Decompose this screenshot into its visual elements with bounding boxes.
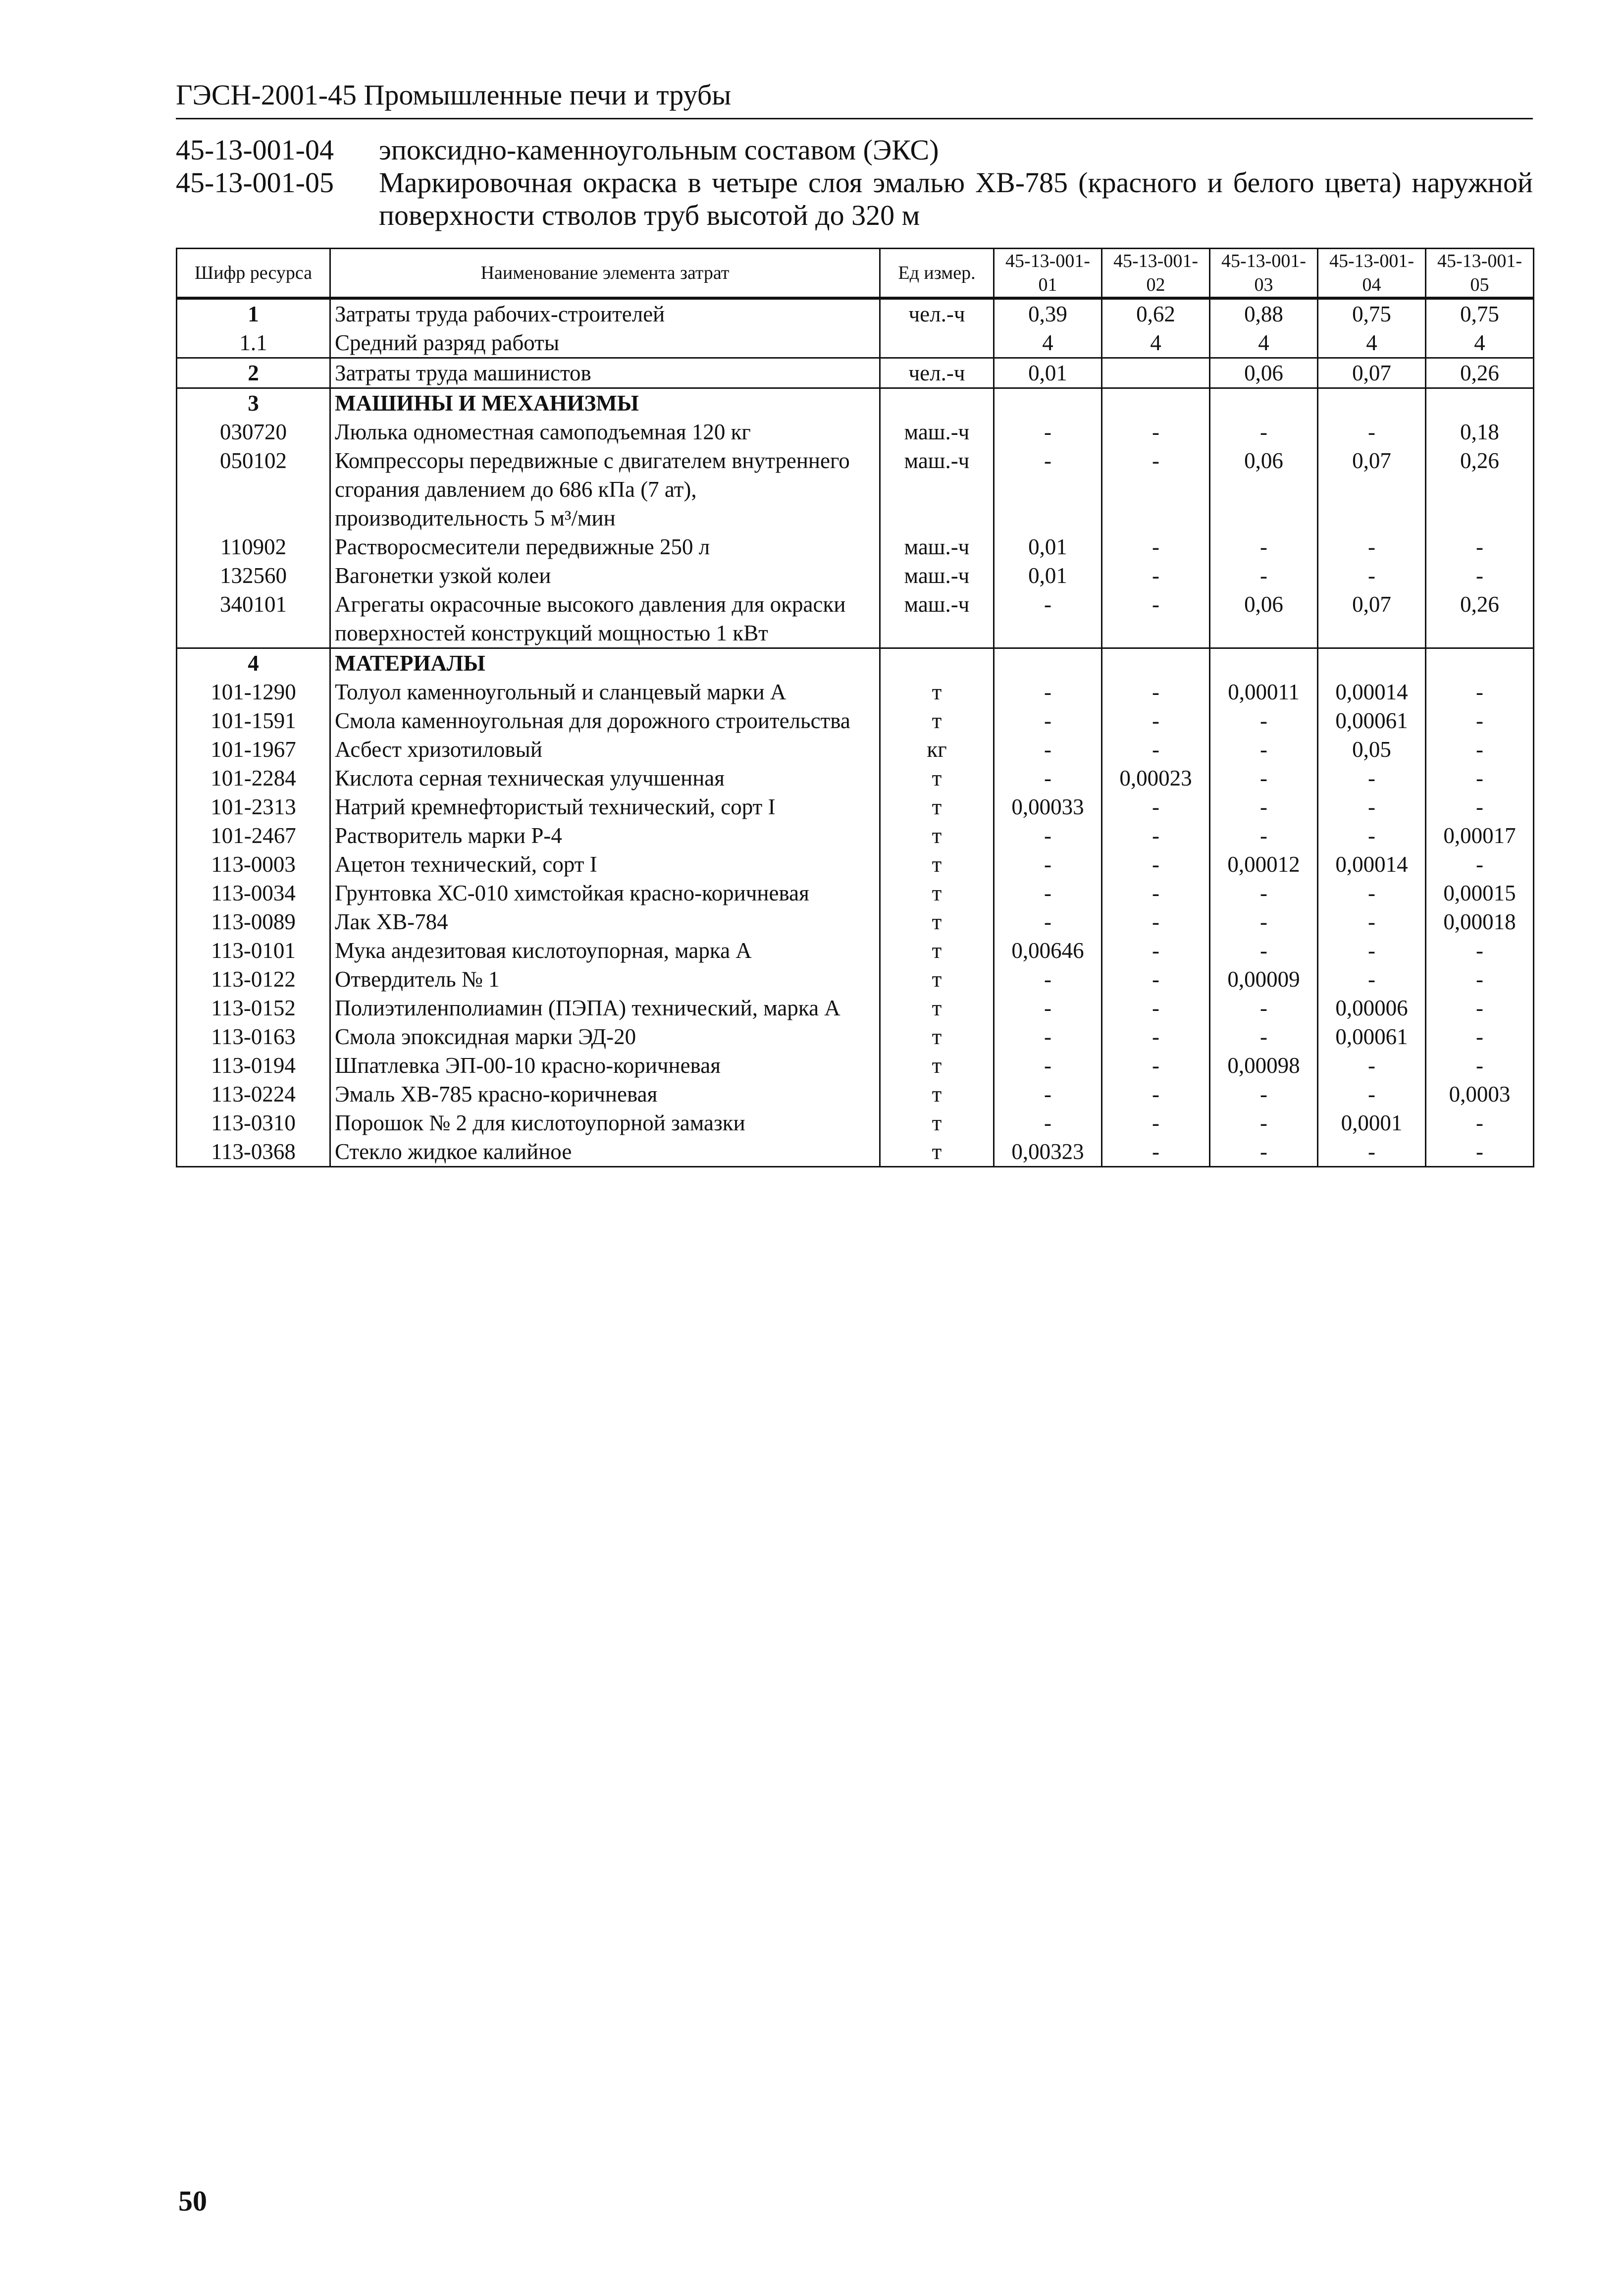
- header-norm-02: 45-13-001-02: [1102, 249, 1210, 299]
- norm-value-cell: -: [994, 1051, 1102, 1080]
- header-norm-05: 45-13-001-05: [1426, 249, 1534, 299]
- norm-value-cell: -: [1426, 965, 1534, 994]
- table-row: [177, 907, 1534, 936]
- table-row: [177, 936, 1534, 965]
- norm-value-cell: [1210, 648, 1318, 678]
- norm-value-cell: [1318, 388, 1426, 418]
- code-description: Маркировочная окраска в четыре слоя эмалью ХВ-785 (красного и белого цвета) наружной поверхности стволов труб высотой до 320 м: [379, 166, 1533, 231]
- code-row: [176, 166, 1533, 232]
- cost-element-cell: Кислота серная техническая улучшенная: [330, 764, 880, 793]
- cost-element-cell: Отвердитель № 1: [330, 965, 880, 994]
- resource-code-cell: 101-1967: [177, 735, 330, 764]
- norm-value-cell: -: [1210, 706, 1318, 735]
- norm-value-cell: -: [1210, 907, 1318, 936]
- norm-value-cell: 0,00011: [1210, 678, 1318, 706]
- unit-cell: [880, 328, 994, 358]
- table-row: [177, 328, 1534, 358]
- norm-value-cell: 0,00012: [1210, 850, 1318, 879]
- norm-value-cell: 0,26: [1426, 358, 1534, 388]
- norm-value-cell: 0,00014: [1318, 850, 1426, 879]
- norm-value-cell: -: [1102, 532, 1210, 561]
- resource-code-cell: 101-1591: [177, 706, 330, 735]
- norm-value-cell: -: [1210, 821, 1318, 850]
- resource-code-cell: 113-0152: [177, 994, 330, 1022]
- norm-value-cell: -: [1210, 735, 1318, 764]
- norm-value-cell: -: [1318, 1051, 1426, 1080]
- resource-code-cell: 101-1290: [177, 678, 330, 706]
- table-row: [177, 561, 1534, 590]
- table-row: [177, 1080, 1534, 1109]
- resource-code-cell: 113-0089: [177, 907, 330, 936]
- norm-value-cell: 0,00023: [1102, 764, 1210, 793]
- norm-value-cell: -: [1318, 1080, 1426, 1109]
- header-norm-04: 45-13-001-04: [1318, 249, 1426, 299]
- norm-value-cell: 0,26: [1426, 590, 1534, 648]
- norm-value-cell: [1102, 358, 1210, 388]
- norm-value-cell: 0,00323: [994, 1137, 1102, 1167]
- norm-value-cell: -: [1426, 735, 1534, 764]
- norm-value-cell: 0,00014: [1318, 678, 1426, 706]
- norm-value-cell: -: [1318, 561, 1426, 590]
- unit-cell: т: [880, 907, 994, 936]
- cost-element-cell: Эмаль ХВ-785 красно-коричневая: [330, 1080, 880, 1109]
- norm-value-cell: 0,07: [1318, 358, 1426, 388]
- norm-value-cell: -: [1210, 879, 1318, 907]
- norm-value-cell: -: [1426, 706, 1534, 735]
- norm-value-cell: -: [1102, 1080, 1210, 1109]
- norm-value-cell: -: [994, 965, 1102, 994]
- norm-value-cell: 0,26: [1426, 446, 1534, 532]
- norm-value-cell: -: [1426, 936, 1534, 965]
- norm-value-cell: -: [1102, 1051, 1210, 1080]
- table-row: [177, 735, 1534, 764]
- unit-cell: т: [880, 1109, 994, 1137]
- norm-value-cell: 0,00033: [994, 793, 1102, 821]
- unit-cell: чел.-ч: [880, 358, 994, 388]
- norm-value-cell: -: [1426, 793, 1534, 821]
- cost-element-cell: Затраты труда рабочих-строителей: [330, 298, 880, 328]
- norm-value-cell: -: [994, 418, 1102, 446]
- unit-cell: т: [880, 965, 994, 994]
- header-norm-03: 45-13-001-03: [1210, 249, 1318, 299]
- cost-element-cell: Толуол каменноугольный и сланцевый марки А: [330, 678, 880, 706]
- table-row: [177, 793, 1534, 821]
- norm-value-cell: [1318, 648, 1426, 678]
- norm-value-cell: [1426, 648, 1534, 678]
- resource-code-cell: 1.1: [177, 328, 330, 358]
- resource-code-cell: 113-0163: [177, 1022, 330, 1051]
- unit-cell: т: [880, 1022, 994, 1051]
- norm-value-cell: 0,01: [994, 358, 1102, 388]
- norm-value-cell: -: [1102, 879, 1210, 907]
- norm-value-cell: 0,00006: [1318, 994, 1426, 1022]
- norm-value-cell: -: [1426, 1109, 1534, 1137]
- unit-cell: кг: [880, 735, 994, 764]
- resource-code-cell: 113-0003: [177, 850, 330, 879]
- norm-value-cell: 0,00646: [994, 936, 1102, 965]
- norm-value-cell: 0,39: [994, 298, 1102, 328]
- table-row: [177, 1109, 1534, 1137]
- unit-cell: т: [880, 850, 994, 879]
- norm-value-cell: 0,0003: [1426, 1080, 1534, 1109]
- norm-value-cell: -: [1318, 936, 1426, 965]
- cost-element-cell: Растворосмесители передвижные 250 л: [330, 532, 880, 561]
- norm-value-cell: -: [1318, 965, 1426, 994]
- norm-value-cell: -: [994, 821, 1102, 850]
- norm-value-cell: 0,75: [1426, 298, 1534, 328]
- cost-element-cell: МАШИНЫ И МЕХАНИЗМЫ: [330, 388, 880, 418]
- norm-value-cell: -: [1318, 793, 1426, 821]
- norm-value-cell: -: [1102, 793, 1210, 821]
- norm-value-cell: -: [1102, 965, 1210, 994]
- cost-element-cell: Средний разряд работы: [330, 328, 880, 358]
- header-divider: [176, 118, 1533, 119]
- cost-element-cell: Лак ХВ-784: [330, 907, 880, 936]
- norm-value-cell: -: [1426, 850, 1534, 879]
- table-row: [177, 648, 1534, 678]
- unit-cell: маш.-ч: [880, 532, 994, 561]
- norm-value-cell: 0,00098: [1210, 1051, 1318, 1080]
- norm-value-cell: [1210, 388, 1318, 418]
- table-row: [177, 388, 1534, 418]
- norm-value-cell: -: [1102, 1022, 1210, 1051]
- resource-code-cell: 113-0224: [177, 1080, 330, 1109]
- norm-value-cell: -: [1318, 821, 1426, 850]
- norm-value-cell: -: [1318, 532, 1426, 561]
- resource-code-cell: 113-0368: [177, 1137, 330, 1167]
- unit-cell: маш.-ч: [880, 590, 994, 648]
- norm-value-cell: 0,00015: [1426, 879, 1534, 907]
- norm-value-cell: -: [1102, 936, 1210, 965]
- norm-value-cell: 0,00017: [1426, 821, 1534, 850]
- table-row: [177, 850, 1534, 879]
- norm-value-cell: -: [994, 1109, 1102, 1137]
- cost-element-cell: Люлька одноместная самоподъемная 120 кг: [330, 418, 880, 446]
- code-row: [176, 134, 1533, 166]
- table-row: [177, 1137, 1534, 1167]
- header-unit: Ед измер.: [880, 249, 994, 299]
- norm-value-cell: -: [994, 994, 1102, 1022]
- resource-code-cell: 050102: [177, 446, 330, 532]
- norm-value-cell: 0,62: [1102, 298, 1210, 328]
- table-row: [177, 965, 1534, 994]
- page-number: 50: [178, 2185, 207, 2217]
- norm-value-cell: -: [1210, 418, 1318, 446]
- resource-code-cell: 110902: [177, 532, 330, 561]
- norm-value-cell: -: [1426, 561, 1534, 590]
- unit-cell: т: [880, 1080, 994, 1109]
- cost-element-cell: Растворитель марки Р-4: [330, 821, 880, 850]
- norm-value-cell: -: [994, 1080, 1102, 1109]
- unit-cell: [880, 648, 994, 678]
- norm-value-cell: -: [1210, 1022, 1318, 1051]
- norm-value-cell: -: [1210, 532, 1318, 561]
- norm-value-cell: 4: [1102, 328, 1210, 358]
- cost-element-cell: МАТЕРИАЛЫ: [330, 648, 880, 678]
- cost-element-cell: Шпатлевка ЭП-00-10 красно-коричневая: [330, 1051, 880, 1080]
- norm-value-cell: -: [994, 907, 1102, 936]
- norm-value-cell: 0,06: [1210, 446, 1318, 532]
- norm-value-cell: 4: [994, 328, 1102, 358]
- resource-code-cell: 3: [177, 388, 330, 418]
- norm-value-cell: -: [1102, 678, 1210, 706]
- norm-value-cell: -: [1426, 764, 1534, 793]
- norm-value-cell: 0,75: [1318, 298, 1426, 328]
- cost-element-cell: Натрий кремнефтористый технический, сорт I: [330, 793, 880, 821]
- resource-code-cell: 340101: [177, 590, 330, 648]
- cost-element-cell: Компрессоры передвижные с двигателем внутреннего сгорания давлением до 686 кПа (7 ат), производительность 5 м³/мин: [330, 446, 880, 532]
- norm-value-cell: -: [994, 706, 1102, 735]
- resource-code-cell: 101-2284: [177, 764, 330, 793]
- norm-value-cell: 4: [1426, 328, 1534, 358]
- norm-value-cell: -: [1102, 1109, 1210, 1137]
- norm-value-cell: -: [1426, 1137, 1534, 1167]
- norm-value-cell: -: [1426, 1022, 1534, 1051]
- norm-value-cell: 0,05: [1318, 735, 1426, 764]
- table-row: [177, 764, 1534, 793]
- unit-cell: маш.-ч: [880, 561, 994, 590]
- table-row: [177, 994, 1534, 1022]
- unit-cell: т: [880, 764, 994, 793]
- norm-value-cell: [1426, 388, 1534, 418]
- norm-value-cell: 0,00018: [1426, 907, 1534, 936]
- unit-cell: т: [880, 793, 994, 821]
- code-number: 45-13-001-04: [176, 134, 334, 166]
- table-row: [177, 590, 1534, 648]
- resource-code-cell: 113-0034: [177, 879, 330, 907]
- resource-code-cell: 113-0310: [177, 1109, 330, 1137]
- norm-value-cell: -: [994, 678, 1102, 706]
- norm-value-cell: -: [994, 590, 1102, 648]
- norm-value-cell: [994, 648, 1102, 678]
- norm-value-cell: -: [1102, 821, 1210, 850]
- table-row: [177, 298, 1534, 328]
- table-row: [177, 358, 1534, 388]
- norm-value-cell: 0,0001: [1318, 1109, 1426, 1137]
- norm-value-cell: -: [1102, 590, 1210, 648]
- norm-value-cell: -: [1318, 879, 1426, 907]
- norm-value-cell: -: [1210, 1109, 1318, 1137]
- cost-element-cell: Стекло жидкое калийное: [330, 1137, 880, 1167]
- norm-value-cell: -: [1318, 764, 1426, 793]
- header-norm-01: 45-13-001-01: [994, 249, 1102, 299]
- table-row: [177, 821, 1534, 850]
- norm-value-cell: -: [1210, 994, 1318, 1022]
- norm-value-cell: 0,00061: [1318, 706, 1426, 735]
- norm-value-cell: -: [994, 446, 1102, 532]
- resource-code-cell: 113-0101: [177, 936, 330, 965]
- norm-value-cell: -: [1210, 764, 1318, 793]
- cost-element-cell: Смола каменноугольная для дорожного строительства: [330, 706, 880, 735]
- norm-value-cell: -: [1318, 1137, 1426, 1167]
- norm-value-cell: [1102, 388, 1210, 418]
- norm-value-cell: 0,07: [1318, 590, 1426, 648]
- code-number: 45-13-001-05: [176, 166, 334, 199]
- norm-value-cell: -: [1102, 907, 1210, 936]
- norm-value-cell: -: [994, 879, 1102, 907]
- table-row: [177, 1022, 1534, 1051]
- unit-cell: т: [880, 678, 994, 706]
- norm-value-cell: -: [1102, 850, 1210, 879]
- norm-value-cell: -: [1426, 532, 1534, 561]
- cost-element-cell: Асбест хризотиловый: [330, 735, 880, 764]
- table-row: [177, 678, 1534, 706]
- norm-value-cell: 0,00061: [1318, 1022, 1426, 1051]
- table-row: [177, 879, 1534, 907]
- cost-element-cell: Полиэтиленполиамин (ПЭПА) технический, марка А: [330, 994, 880, 1022]
- norm-value-cell: -: [994, 735, 1102, 764]
- header-resource-code: Шифр ресурса: [177, 249, 330, 299]
- code-description: эпоксидно-каменноугольным составом (ЭКС): [379, 134, 939, 166]
- norm-value-cell: 0,00009: [1210, 965, 1318, 994]
- resource-code-cell: 1: [177, 298, 330, 328]
- norm-value-cell: -: [1426, 994, 1534, 1022]
- norm-value-cell: [994, 388, 1102, 418]
- header-cost-element: Наименование элемента затрат: [330, 249, 880, 299]
- resource-code-cell: 030720: [177, 418, 330, 446]
- resource-table: [176, 248, 1534, 1167]
- table-row: [177, 1051, 1534, 1080]
- resource-code-cell: 4: [177, 648, 330, 678]
- norm-value-cell: -: [1102, 561, 1210, 590]
- resource-code-cell: 101-2467: [177, 821, 330, 850]
- norm-value-cell: 0,07: [1318, 446, 1426, 532]
- norm-value-cell: -: [1426, 678, 1534, 706]
- unit-cell: маш.-ч: [880, 446, 994, 532]
- unit-cell: т: [880, 1137, 994, 1167]
- cost-element-cell: Ацетон технический, сорт I: [330, 850, 880, 879]
- page-header: ГЭСН-2001-45 Промышленные печи и трубы: [176, 79, 732, 111]
- table-row: [177, 532, 1534, 561]
- norm-value-cell: -: [1210, 1080, 1318, 1109]
- norm-value-cell: 0,18: [1426, 418, 1534, 446]
- resource-code-cell: 2: [177, 358, 330, 388]
- norm-value-cell: -: [1102, 446, 1210, 532]
- unit-cell: т: [880, 706, 994, 735]
- table-row: [177, 706, 1534, 735]
- unit-cell: маш.-ч: [880, 418, 994, 446]
- norm-value-cell: 4: [1318, 328, 1426, 358]
- norm-value-cell: -: [1102, 706, 1210, 735]
- unit-cell: чел.-ч: [880, 298, 994, 328]
- norm-value-cell: -: [1102, 735, 1210, 764]
- norm-value-cell: -: [994, 764, 1102, 793]
- unit-cell: т: [880, 1051, 994, 1080]
- norm-value-cell: -: [994, 1022, 1102, 1051]
- table-row: [177, 418, 1534, 446]
- norm-value-cell: 0,88: [1210, 298, 1318, 328]
- norm-value-cell: -: [1426, 1051, 1534, 1080]
- norm-value-cell: 4: [1210, 328, 1318, 358]
- norm-value-cell: -: [1318, 418, 1426, 446]
- cost-element-cell: Вагонетки узкой колеи: [330, 561, 880, 590]
- norm-value-cell: 0,01: [994, 561, 1102, 590]
- unit-cell: т: [880, 879, 994, 907]
- unit-cell: [880, 388, 994, 418]
- norm-value-cell: 0,06: [1210, 358, 1318, 388]
- resource-code-cell: 101-2313: [177, 793, 330, 821]
- norm-value-cell: 0,01: [994, 532, 1102, 561]
- unit-cell: т: [880, 936, 994, 965]
- code-descriptions: [176, 134, 1533, 232]
- cost-element-cell: Мука андезитовая кислотоупорная, марка А: [330, 936, 880, 965]
- norm-value-cell: -: [1102, 1137, 1210, 1167]
- cost-element-cell: Смола эпоксидная марки ЭД-20: [330, 1022, 880, 1051]
- norm-value-cell: -: [1102, 418, 1210, 446]
- resource-code-cell: 113-0194: [177, 1051, 330, 1080]
- norm-value-cell: -: [994, 850, 1102, 879]
- resource-code-cell: 113-0122: [177, 965, 330, 994]
- unit-cell: т: [880, 994, 994, 1022]
- norm-value-cell: -: [1102, 994, 1210, 1022]
- cost-element-cell: Грунтовка ХС-010 химстойкая красно-коричневая: [330, 879, 880, 907]
- norm-value-cell: -: [1210, 793, 1318, 821]
- norm-value-cell: -: [1210, 1137, 1318, 1167]
- norm-value-cell: -: [1210, 561, 1318, 590]
- cost-element-cell: Агрегаты окрасочные высокого давления для окраски поверхностей конструкций мощностью 1 кВт: [330, 590, 880, 648]
- norm-value-cell: 0,06: [1210, 590, 1318, 648]
- unit-cell: т: [880, 821, 994, 850]
- cost-element-cell: Порошок № 2 для кислотоупорной замазки: [330, 1109, 880, 1137]
- table-header-row: [177, 249, 1534, 299]
- norm-value-cell: [1102, 648, 1210, 678]
- cost-element-cell: Затраты труда машинистов: [330, 358, 880, 388]
- table-row: [177, 446, 1534, 532]
- norm-value-cell: -: [1210, 936, 1318, 965]
- norm-value-cell: -: [1318, 907, 1426, 936]
- resource-code-cell: 132560: [177, 561, 330, 590]
